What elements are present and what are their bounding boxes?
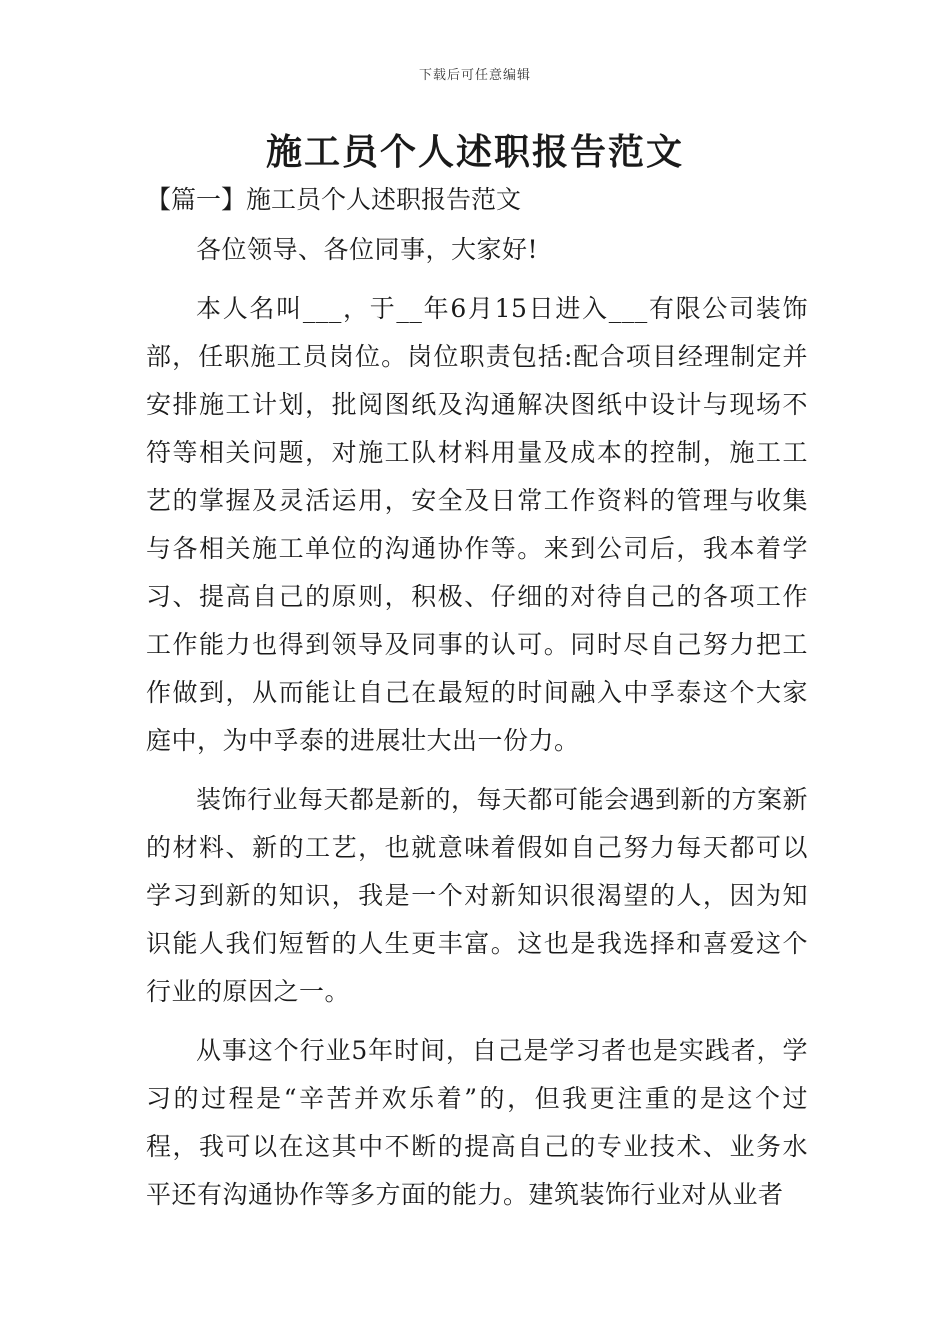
page-title: 施工员个人述职报告范文: [265, 131, 684, 173]
header-note: 下载后可任意编辑: [418, 68, 531, 83]
paragraph-greeting: 各位领导、各位同事，大家好!: [196, 235, 539, 264]
paragraph-introduction: 本人名叫___，于__年6月15日进入___有限公司装饰部，任职施工员岗位。岗位职责包括:配合项目经理制定并安排施工计划，批阅图纸及沟通解决图纸中设计与现场不符等相关问题，对施工队材料用量及成本的控制，施工工艺的掌握及灵活运用，安全及日常工作资料的管理与收集与各相关施工单位的沟通协作等。来到公司后，我本着学习、提高自己的原则，积极、仔细的对待自己的各项工作工作能力也得到领导及同事的认可。同时尽自己努力把工作做到，从而能让自己在最短的时间融入中孚泰这个大家庭中，为中孚泰的进展壮大出一份力。: [146, 294, 808, 755]
section-heading: 【篇一】施工员个人述职报告范文: [146, 185, 522, 214]
paragraph-experience: 从事这个行业5年时间，自己是学习者也是实践者，学习的过程是“辛苦并欢乐着”的，但我更注重的是这个过程，我可以在这其中不断的提高自己的专业技术、业务水平还有沟通协作等多方面的能力。建筑装饰行业对从业者: [146, 1036, 808, 1209]
document-body: [146, 226, 808, 1230]
paragraph-industry: 装饰行业每天都是新的，每天都可能会遇到新的方案新的材料、新的工艺，也就意味着假如自己努力每天都可以学习到新的知识，我是一个对新知识很渴望的人，因为知识能人我们短暂的人生更丰富。这也是我选择和喜爱这个行业的原因之一。: [146, 785, 809, 1006]
